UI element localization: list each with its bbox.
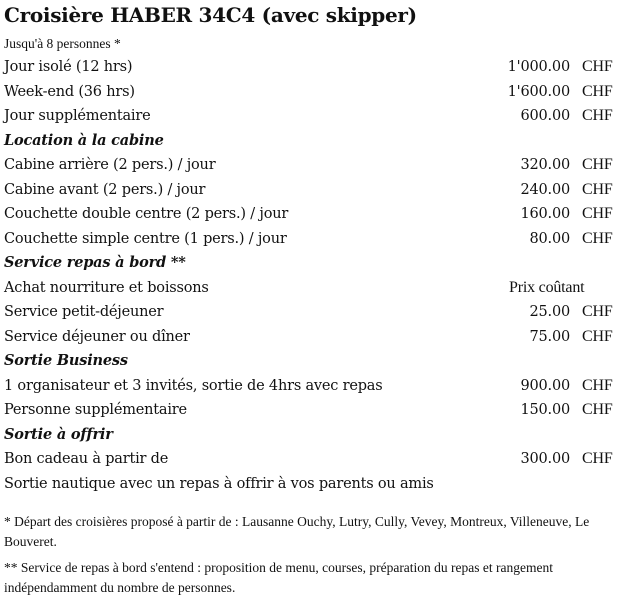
- text-row-sortie-nautique: [4, 472, 624, 497]
- price-row-couchette-simple: [4, 227, 624, 252]
- row-label: Cabine avant (2 pers.) / jour: [4, 181, 206, 198]
- section-heading-location-cabine: [4, 129, 624, 154]
- row-currency: CHF: [582, 58, 613, 75]
- row-label: Service déjeuner ou dîner: [4, 328, 190, 345]
- row-label: Jour supplémentaire: [4, 108, 151, 124]
- row-amount: 25.00: [529, 304, 570, 320]
- price-row-dejeuner-diner: [4, 325, 624, 350]
- row-currency: CHF: [582, 450, 613, 467]
- row-amount: 600.00: [520, 108, 570, 124]
- footnotes: [4, 512, 619, 604]
- section-title: Sortie Business: [4, 352, 128, 369]
- row-price-note: Prix coûtant: [509, 278, 585, 296]
- row-currency: CHF: [582, 205, 613, 222]
- price-table: [4, 55, 624, 496]
- price-row-achat-nourriture: [4, 276, 624, 301]
- price-row-jour-supplementaire: [4, 104, 624, 129]
- row-currency: CHF: [582, 180, 613, 198]
- row-amount: 320.00: [520, 157, 570, 173]
- row-amount: 1'000.00: [507, 59, 570, 75]
- row-label: Cabine arrière (2 pers.) / jour: [4, 157, 216, 173]
- price-row-personne-supplementaire: [4, 398, 624, 423]
- row-currency: CHF: [582, 376, 613, 394]
- price-row-bon-cadeau: [4, 447, 624, 472]
- section-title: Location à la cabine: [4, 131, 164, 149]
- price-row-cabine-avant: [4, 178, 624, 203]
- section-title: Service repas à bord **: [4, 254, 186, 271]
- row-amount: 300.00: [520, 451, 570, 467]
- row-currency: CHF: [582, 82, 613, 100]
- price-row-jour-isole: [4, 55, 624, 80]
- section-heading-service-repas: [4, 251, 624, 276]
- row-label: Achat nourriture et boissons: [4, 279, 209, 296]
- price-row-cabine-arriere: [4, 153, 624, 178]
- row-label: Service petit-déjeuner: [4, 304, 164, 320]
- row-currency: CHF: [582, 401, 613, 418]
- row-label: Sortie nautique avec un repas à offrir à vos parents ou amis: [4, 475, 434, 492]
- row-label: Personne supplémentaire: [4, 402, 187, 418]
- row-currency: CHF: [582, 303, 613, 320]
- row-amount: 1'600.00: [507, 83, 570, 100]
- section-heading-sortie-business: [4, 349, 624, 374]
- section-heading-sortie-offrir: [4, 423, 624, 448]
- price-row-organisateur-invites: [4, 374, 624, 399]
- row-label: Couchette simple centre (1 pers.) / jour: [4, 230, 287, 247]
- row-amount: 75.00: [529, 328, 570, 345]
- section-title: Sortie à offrir: [4, 425, 113, 443]
- page-title: Croisière HABER 34C4 (avec skipper): [4, 3, 417, 27]
- row-amount: 160.00: [520, 206, 570, 222]
- row-label: Week-end (36 hrs): [4, 83, 135, 100]
- row-amount: 900.00: [520, 377, 570, 394]
- row-label: Couchette double centre (2 pers.) / jour: [4, 206, 289, 222]
- row-amount: 150.00: [520, 402, 570, 418]
- row-amount: 240.00: [520, 181, 570, 198]
- row-currency: CHF: [582, 229, 613, 247]
- row-currency: CHF: [582, 156, 613, 173]
- footnote-service-repas: ** Service de repas à bord s'entend : proposition de menu, courses, préparation du repas et rangement indépendamment du nombre de personnes.: [4, 560, 554, 595]
- row-amount: 80.00: [529, 230, 570, 247]
- price-row-week-end: [4, 80, 624, 105]
- footnote-depart: * Départ des croisières proposé à partir de : Lausanne Ouchy, Lutry, Cully, Vevey, Montreux, Villeneuve, Le Bouveret.: [4, 514, 590, 549]
- price-row-couchette-double: [4, 202, 624, 227]
- row-currency: CHF: [582, 327, 613, 345]
- row-label: Jour isolé (12 hrs): [4, 59, 133, 75]
- capacity-note: Jusqu'à 8 personnes *: [4, 36, 121, 51]
- row-label: 1 organisateur et 3 invités, sortie de 4hrs avec repas: [4, 377, 383, 394]
- row-label: Bon cadeau à partir de: [4, 451, 169, 467]
- row-currency: CHF: [582, 107, 613, 124]
- price-row-petit-dejeuner: [4, 300, 624, 325]
